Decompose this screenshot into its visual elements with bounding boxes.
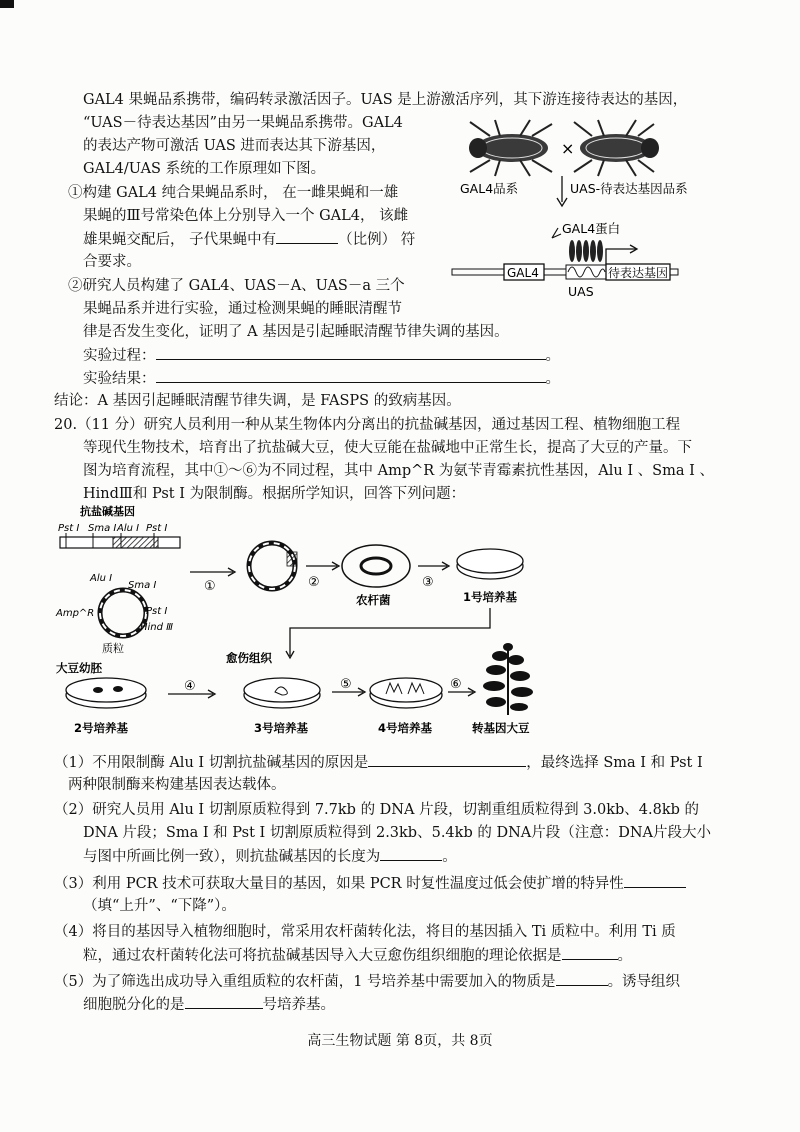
q19-result-line: 实验结果： 。 — [83, 368, 560, 389]
answer-blank-ratio[interactable] — [276, 229, 338, 244]
site-pst-left: Pst Ⅰ — [58, 523, 80, 534]
cross-sign: × — [561, 139, 575, 158]
target-gene-label: 待表达基因 — [608, 266, 669, 280]
q20-sub3-line1: （3）利用 PCR 技术可获取大量目的基因，如果 PCR 时复性温度过低会使扩增的特异性 — [54, 873, 686, 894]
medium-2-label: 2号培养基 — [74, 721, 129, 735]
q19-part1-line2: 果蝇的Ⅲ号常染色体上分别导入一个 GAL4， 该雌 — [83, 208, 409, 224]
page-footer: 高三生物试题 第 8页，共 8页 — [307, 1033, 493, 1049]
q20-sub4-line1: （4）将目的基因导入植物细胞时，常采用农杆菌转化法，将目的基因插入 Ti 质粒中。利用 Ti 质 — [54, 924, 676, 940]
q19-intro-line2: “UAS－待表达基因”由另一果蝇品系携带。GAL4 — [83, 115, 403, 131]
recombinant-plasmid-icon — [249, 543, 297, 589]
gal4-fly-icon — [469, 120, 552, 176]
q20-sub1-line2: 两种限制酶来构建基因表达载体。 — [68, 777, 286, 793]
callus-label: 愈伤组织 — [226, 651, 272, 665]
agrobacterium-icon — [342, 545, 410, 587]
q20-line4: HindⅢ和 Pst Ⅰ 为限制酶。根据所学知识，回答下列问题： — [83, 486, 466, 502]
q19-part1-line1: ①构建 GAL4 纯合果蝇品系时， 在一雌果蝇和一雄 — [68, 185, 399, 201]
step-6: ⑥ — [450, 677, 462, 692]
medium-1-label: 1号培养基 — [463, 590, 518, 604]
step-3: ③ — [422, 575, 434, 590]
breeding-flow-diagram — [50, 500, 750, 745]
gal4-protein-label: GAL4蛋白 — [562, 221, 621, 236]
q20-sub4-line2: 粒，通过农杆菌转化法可将抗盐碱基因导入大豆愈伤组织细胞的理论依据是 。 — [83, 945, 632, 966]
gal4-protein-icon — [569, 240, 603, 262]
q19-part2-line1: ②研究人员构建了 GAL4、UAS－A、UAS－a 三个 — [68, 278, 405, 294]
uas-strain-label: UAS-待表达基因品系 — [570, 181, 688, 196]
q19-part1-line3: 雄果蝇交配后， 子代果蝇中有 （比例） 符 — [83, 229, 415, 250]
answer-blank-s5a[interactable] — [556, 971, 608, 986]
plasmid-sma-label: Sma Ⅰ — [128, 580, 157, 591]
q20-sub2-line2: DNA 片段；Sma Ⅰ 和 Pst Ⅰ 切割原质粒得到 2.3kb、5.4kb 的 DNA片段（注意：DNA片段大小 — [83, 825, 712, 841]
medium-4-label: 4号培养基 — [378, 721, 433, 735]
q19-part2-line3: 律是否发生变化，证明了 A 基因是引起睡眠清醒节律失调的基因。 — [83, 324, 509, 340]
step-5: ⑤ — [340, 677, 352, 692]
medium-4-dish-icon — [370, 678, 442, 708]
q19-intro-line1: GAL4 果蝇品系携带，编码转录激活因子。UAS 是上游激活序列，其下游连接待表达的基因， — [83, 92, 688, 108]
q19-intro-line4: GAL4/UAS 系统的工作原理如下图。 — [83, 161, 326, 177]
q20-sub5-line1: （5）为了筛选出成功导入重组质粒的农杆菌，1 号培养基中需要加入的物质是 。诱导组织 — [54, 971, 680, 992]
scan-corner-mark — [0, 0, 14, 8]
answer-blank-process[interactable] — [156, 345, 546, 360]
step-2: ② — [308, 575, 320, 590]
medium-3-label: 3号培养基 — [254, 721, 309, 735]
transgenic-soy-label: 转基因大豆 — [472, 721, 530, 735]
q19-intro-line3: 的表达产物可激活 UAS 进而表达其下游基因， — [83, 138, 386, 154]
soy-embryo-label: 大豆幼胚 — [56, 661, 102, 675]
q20-sub3-line2: （填“上升”、“下降”）。 — [83, 898, 236, 914]
q19-process-line: 实验过程： 。 — [83, 345, 560, 366]
gal4-box-label: GAL4 — [507, 266, 539, 280]
answer-blank-s2[interactable] — [380, 846, 442, 861]
q20-sub2-line1: （2）研究人员用 Alu Ⅰ 切割原质粒得到 7.7kb 的 DNA 片段，切割重组质粒得到 3.0kb、4.8kb 的 — [54, 802, 700, 818]
plasmid-amp-label: Amp^R — [56, 608, 95, 619]
site-alu: Alu Ⅰ — [117, 523, 140, 534]
site-sma: Sma Ⅰ — [88, 523, 117, 534]
answer-blank-s1[interactable] — [368, 752, 526, 767]
gal4-strain-label: GAL4品系 — [460, 181, 519, 196]
plasmid-pst-label: Pst Ⅰ — [146, 606, 168, 617]
uas-fly-icon — [574, 120, 659, 176]
q19-conclusion: 结论：A 基因引起睡眠清醒节律失调，是 FASPS 的致病基因。 — [54, 393, 461, 409]
uas-label: UAS — [568, 284, 594, 299]
q20-line1: 20.（11 分）研究人员利用一种从某生物体内分离出的抗盐碱基因，通过基因工程、植物细胞工程 — [54, 417, 681, 433]
plasmid-label: 质粒 — [102, 642, 124, 655]
medium-2-dish-icon — [66, 678, 146, 708]
plasmid-alu-label: Alu Ⅰ — [90, 573, 113, 584]
gal4-uas-diagram — [440, 110, 740, 310]
medium-1-dish-icon — [457, 549, 523, 579]
site-pst-right: Pst Ⅰ — [146, 523, 168, 534]
q20-sub5-line2: 细胞脱分化的是 号培养基。 — [83, 994, 335, 1015]
step-1: ① — [204, 579, 216, 594]
q20-sub2-line3: 与图中所画比例一致），则抗盐碱基因的长度为 。 — [83, 846, 457, 867]
q19-part1-line4: 合要求。 — [83, 254, 141, 270]
soybean-plant-icon — [483, 643, 533, 715]
q20-sub1-line1: （1）不用限制酶 Alu Ⅰ 切割抗盐碱基因的原因是 ，最终选择 Sma Ⅰ 和 Pst Ⅰ — [54, 752, 703, 773]
gene-title: 抗盐碱基因 — [80, 505, 135, 518]
answer-blank-s3[interactable] — [624, 873, 686, 888]
answer-blank-result[interactable] — [156, 368, 546, 383]
q20-line3: 图为培育流程，其中①～⑥为不同过程，其中 Amp^R 为氨苄青霉素抗性基因，Alu Ⅰ 、Sma Ⅰ 、 — [83, 463, 714, 479]
plasmid-hind-label: Hind Ⅲ — [140, 622, 174, 633]
q19-part2-line2: 果蝇品系并进行实验，通过检测果蝇的睡眠清醒节 — [83, 301, 402, 317]
gene-fragment — [60, 533, 180, 548]
medium-3-dish-icon — [244, 678, 320, 708]
answer-blank-s5b[interactable] — [185, 994, 263, 1009]
q20-line2: 等现代生物技术，培育出了抗盐碱大豆，使大豆能在盐碱地中正常生长，提高了大豆的产量。下 — [83, 440, 692, 456]
answer-blank-s4[interactable] — [562, 945, 618, 960]
agrobacterium-label: 农杆菌 — [356, 593, 391, 607]
step-4: ④ — [184, 679, 196, 694]
